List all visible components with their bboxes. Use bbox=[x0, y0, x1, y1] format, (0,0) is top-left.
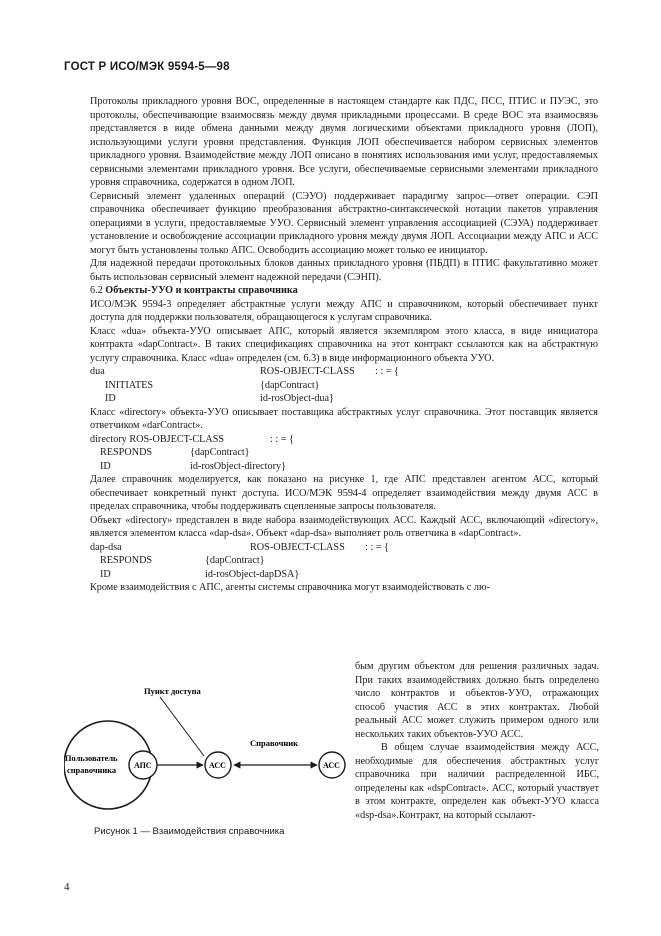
code-line: ID id-rosObject-directory} bbox=[100, 460, 286, 472]
page-number: 4 bbox=[64, 881, 70, 893]
paragraph: Класс «dua» объекта-УУО описывает АПС, который является экземпляром этого класса, в виде инициатора контракта «dapContract». В таких спецификациях справочника на этот контракт ссылаются как на абстрактную услугу справочника. Класс «dua» определен (см. 6.3) в виде информационного объекта УУО. bbox=[90, 325, 598, 364]
main-text bbox=[90, 95, 598, 595]
code-line: dua ROS-OBJECT-CLASS : : = { bbox=[90, 366, 399, 377]
user-label-2: справочника bbox=[67, 766, 117, 775]
section-heading bbox=[90, 284, 598, 298]
code-line: ID id-rosObject-dua} bbox=[105, 393, 334, 404]
figure-caption: Рисунок 1 — Взаимодействия справочника bbox=[94, 826, 285, 837]
code-line: INITIATES {dapContract} bbox=[105, 379, 320, 391]
paragraph: ИСО/МЭК 9594-3 определяет абстрактные услуги между АПС и справочником, который обеспечивает пункт доступа для поддержки пользователя, обращающегося к услугам справочника. bbox=[90, 298, 598, 323]
dsa1-label: АСС bbox=[209, 761, 226, 770]
section-title: Объекты-УУО и контракты справочника bbox=[105, 285, 298, 296]
code-line: dap-dsa ROS-OBJECT-CLASS : : = { bbox=[90, 541, 389, 553]
code-line: RESPONDS {dapContract} bbox=[100, 447, 250, 458]
paragraph: В общем случае взаимодействия между АСС, необходимые для обеспечения абстрактных услуг справочника при наличии распределенной ИБС, определены как «dspContract». АСС, который участвует в этом контракте, определен как объект-УУО класса «dsp-dsa».Контракт, на который ссылают- bbox=[355, 742, 599, 821]
dua-label: АПС bbox=[134, 761, 152, 770]
paragraph: Класс «directory» объекта-УУО описывает поставщика абстрактных услуг справочника. Этот поставщик является ответчиком «darContract». bbox=[90, 406, 598, 431]
code-line: directory ROS-OBJECT-CLASS : : = { bbox=[90, 433, 294, 445]
code-line: ID id-rosObject-dapDSA} bbox=[100, 568, 300, 580]
paragraph: Кроме взаимодействия с АПС, агенты системы справочника могут взаимодействовать с лю- bbox=[90, 582, 490, 593]
dsa2-label: АСС bbox=[323, 761, 340, 770]
section-number: 6.2 bbox=[90, 285, 103, 296]
paragraph: Сервисный элемент удаленных операций (СЭУО) поддерживает парадигму запрос—ответ операции. СЭП справочника обеспечивает функцию преобразования абстрактно-синтаксической нотации пакетов управления операциями в услуги, предоставляемые УУО. Сервисный элемент управления ассоциацией (СЭУА) поддерживает установление и освобождение ассоциации прикладного уровня между двумя ЛОП. Ассоциации между АПС и АСС могут быть установлены только АПС. Освободить ассоциацию может только ее инициатор. bbox=[90, 190, 598, 256]
page-header: ГОСТ Р ИСО/МЭК 9594-5—98 bbox=[64, 61, 230, 73]
paragraph: Объект «directory» представлен в виде набора взаимодействующих АСС. Каждый АСС, включающий «directory», является элементом класса «dap-dsa». Объект «dap-dsa» выполняет роль ответчика в «dapContract». bbox=[90, 514, 598, 539]
access-point-label: Пункт доступа bbox=[144, 686, 201, 696]
access-point-pointer bbox=[160, 697, 204, 756]
paragraph: Для надежной передачи протокольных блоков данных прикладного уровня (ПБДП) в ПТИС факультативно может быть использован сервисный элемент надежной передачи (СЭНП). bbox=[90, 258, 598, 283]
user-label-1: Пользователь bbox=[65, 754, 118, 763]
paragraph: бым другим объектом для решения различных задач. При таких взаимодействиях должно быть определено число контрактов и объектов-УУО, отражающих способ участия АСС в этих контрактах. Любой реальный АСС может служить примером одного или нескольких таких объектов-УУО АСС. bbox=[355, 661, 599, 740]
figure-diagram bbox=[64, 676, 354, 846]
figure-1 bbox=[64, 676, 354, 846]
directory-label: Справочник bbox=[250, 738, 299, 748]
paragraph: Далее справочник моделируется, как показано на рисунке 1, где АПС представлен агентом АСС, который обеспечивает конкретный пункт доступа. ИСО/МЭК 9594-4 определяет взаимодействия между двумя АСС в пределах справочника, чтобы поддерживать сцепленные запросы пользователя. bbox=[90, 474, 598, 512]
paragraph: Протоколы прикладного уровня ВОС, определенные в настоящем стандарте как ПДС, ПСС, ПТИС и ПУЭС, это протоколы, обеспечивающие взаимосвязь между двумя прикладными процессами. В среде ВОС эта взаимосвязь представляется в виде обмена данными между двумя логическими объектами прикладного уровня (ЛОП), использующими услуги уровня представления. Функция ЛОП обеспечивается набором сервисных элементов прикладного уровня. Взаимодействие между ЛОП описано в понятиях использования ими услуг, предоставляемых сервисными элементами прикладного уровня. Все услуги, обеспечиваемые сервисными элементами прикладного уровня справочника, содержатся в одном ЛОП. bbox=[90, 96, 598, 188]
right-column bbox=[355, 660, 599, 822]
code-line: RESPONDS {dapContract} bbox=[100, 555, 265, 566]
